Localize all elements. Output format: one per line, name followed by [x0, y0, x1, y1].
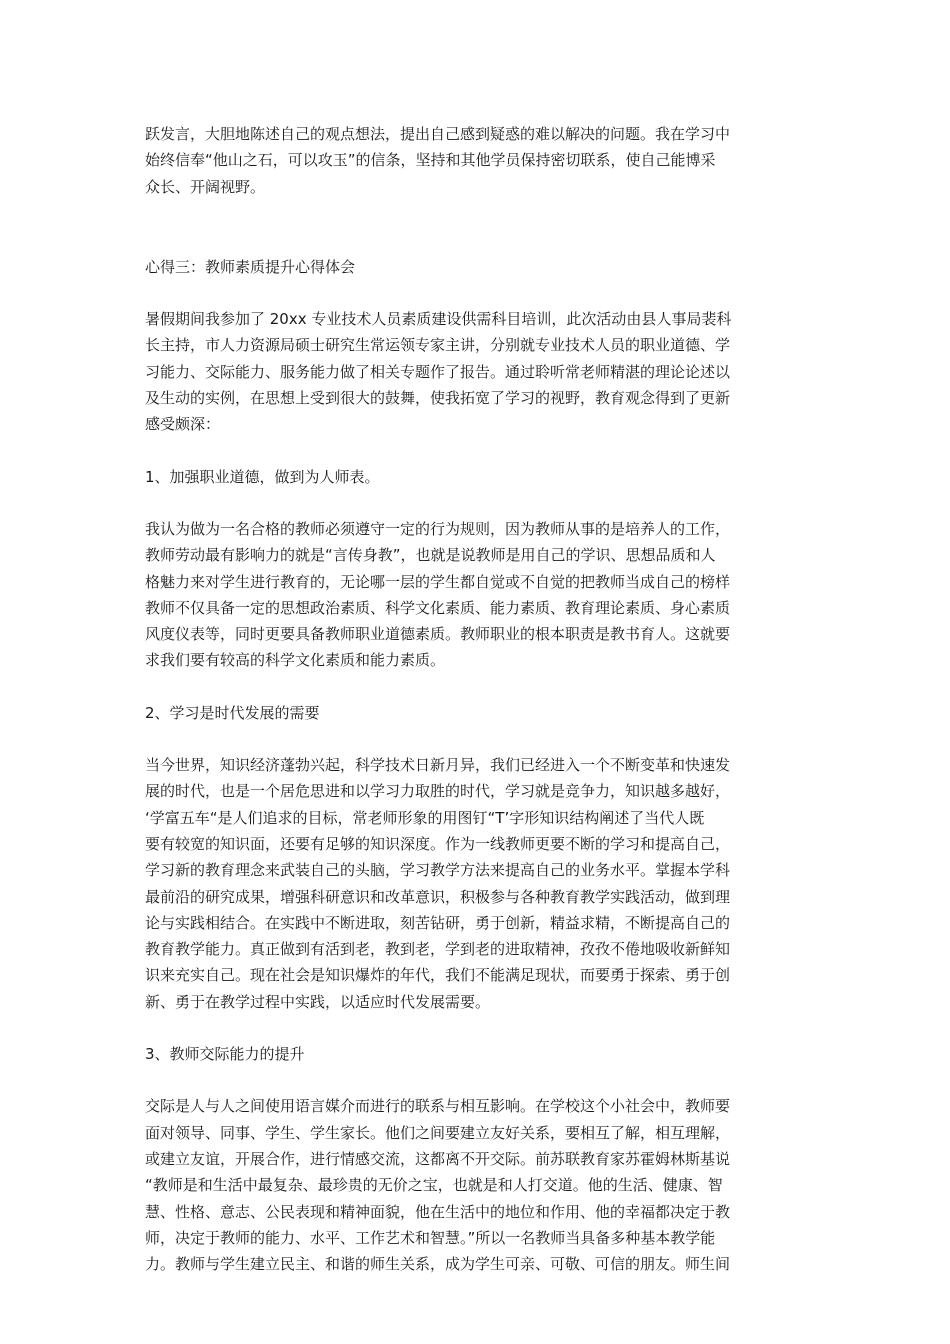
section-title: 心得三：教师素质提升心得体会 [145, 257, 356, 276]
point-3-heading: 3、教师交际能力的提升 [145, 1045, 305, 1064]
point-1-body: 我认为做为一名合格的教师必须遵守一定的行为规则，因为教师从事的是培养人的工作， 教师劳动最有影响力的就是“言传身教”，也就是说教师是用自己的学识、思想品质和人 格魅力来对学生进行教育的，无论哪一层的学生都自觉或不自觉的把教师当成自己的榜样 教师不仅具备一定的思想政治素质、科学文化素质、能力素质、教育理论素质、身心素质 风度仪表等，同时更要具备教师职业道德素质。教师职业的根本职责是教书育人。这就要 求我们要有较高的科学文化素质和能力素质。 [145, 519, 731, 670]
document-body [145, 121, 807, 1277]
point-2-heading: 2、学习是时代发展的需要 [145, 703, 320, 722]
point-3-body: 交际是人与人之间使用语言媒介而进行的联系与相互影响。在学校这个小社会中，教师要 面对领导、同事、学生、学生家长。他们之间要建立友好关系，要相互了解，相互理解， 或建立友谊，开展合作，进行情感交流，这都离不开交际。前苏联教育家苏霍姆林斯基说 “教师是和生活中最复杂、最珍贵的无价之宝，也就是和人打交道。他的生活、健康、智 慧、性格、意志、公民表现和精神面貌，他在生活中的地位和作用、他的幸福都决定于教 师，决定于教师的能力、水平、工作艺术和智慧。”所以一名教师当具备多种基本教学能 力。教师与学生建立民主、和谐的师生关系，成为学生可亲、可敬、可信的朋友。师生间 [145, 1097, 731, 1274]
point-1-heading: 1、加强职业道德，做到为人师表。 [145, 467, 380, 486]
section-gap [145, 200, 807, 228]
point-2-body: 当今世界，知识经济蓬勃兴起，科学技术日新月异，我们已经进入一个不断变革和快速发 展的时代，也是一个居危思进和以学习力取胜的时代，学习就是竞争力，知识越多越好， ‘学富五车“是人们追求的目标，常老师形象的用图钉“T’字形知识结构阐述了当代人既 要有较宽的知识面，还要有足够的知识深度。作为一线教师更要不断的学习和提高自己， 学习新的教育理念来武装自己的头脑，学习教学方法来提高自己的业务水平。掌握本学科 最前沿的研究成果，增强科研意识和改革意识，积极参与各种教育教学实践活动，做到理 论与实践相结合。在实践中不断进取，刻苦钻研，勇于创新，精益求精，不断提高自己的 教育教学能力。真正做到有活到老，教到老，学到老的进取精神，孜孜不倦地吸收新鲜知 识来充实自己。现在社会是知识爆炸的年代，我们不能满足现状，而要勇于探索、勇于创 新、勇于在教学过程中实践，以适应时代发展需要。 [145, 756, 731, 1011]
intro-paragraph: 跃发言，大胆地陈述自己的观点想法，提出自己感到疑惑的难以解决的问题。我在学习中 始终信奉“他山之石，可以攻玉”的信条，坚持和其他学员保持密切联系，使自己能博采 众长、开阔视野。 [145, 125, 731, 196]
opening-paragraph: 暑假期间我参加了 20xx 专业技术人员素质建设供需科目培训，此次活动由县人事局裴科 长主持，市人力资源局硕士研究生常运领专家主讲，分别就专业技术人员的职业道德、学 习能力、交际能力、服务能力做了相关专题作了报告。通过聆听常老师精湛的理论论述以 及生动的实例，在思想上受到很大的鼓舞，使我拓宽了学习的视野，教育观念得到了更新 感受颇深： [145, 310, 732, 434]
